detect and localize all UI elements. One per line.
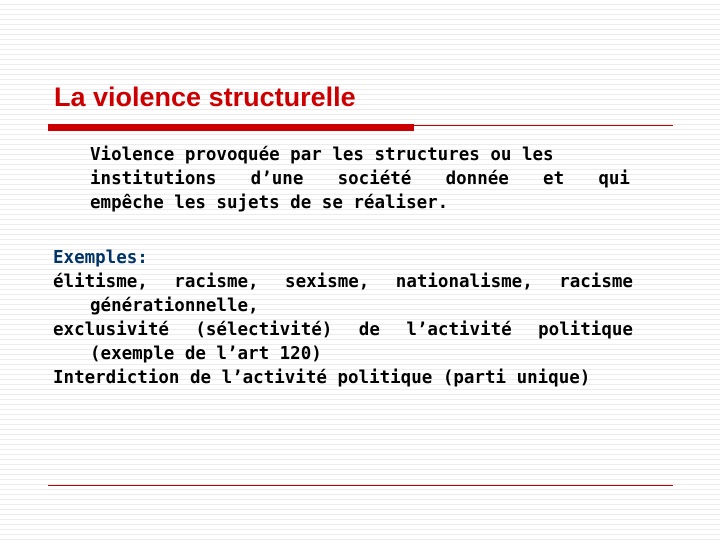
definition-word: institutions xyxy=(90,169,217,189)
definition-word: donnée xyxy=(445,169,509,189)
definition-line-3: empêche les sujets de se réaliser. xyxy=(90,193,449,213)
examples-block xyxy=(53,246,633,390)
title-underline-thin xyxy=(414,125,673,126)
example-word: de xyxy=(358,320,380,340)
title-underline-thick xyxy=(48,124,414,131)
examples-line-1 xyxy=(53,270,633,294)
example-word: élitisme, xyxy=(53,272,148,292)
example-word: sexisme, xyxy=(285,272,370,292)
examples-line-2 xyxy=(53,318,633,342)
example-word: politique xyxy=(538,320,633,340)
definition-word: d’une xyxy=(250,169,304,189)
example-word: l’activité xyxy=(406,320,512,340)
examples-line-1-continued: générationnelle, xyxy=(90,296,259,316)
example-word: nationalisme, xyxy=(395,272,533,292)
examples-line-3: Interdiction de l’activité politique (parti unique) xyxy=(53,368,591,388)
examples-heading: Exemples: xyxy=(53,248,148,268)
slide-title: La violence structurelle xyxy=(54,82,356,112)
bottom-rule xyxy=(48,485,673,486)
example-word: racisme, xyxy=(174,272,259,292)
definition-word: qui xyxy=(598,169,630,189)
example-word: (sélectivité) xyxy=(195,320,333,340)
examples-line-2-continued: (exemple de l’art 120) xyxy=(90,344,322,364)
definition-paragraph xyxy=(90,143,630,215)
definition-line-1: Violence provoquée par les structures ou les xyxy=(90,145,554,165)
definition-line-2 xyxy=(90,167,630,191)
example-word: exclusivité xyxy=(53,320,169,340)
example-word: racisme xyxy=(559,272,633,292)
definition-word: et xyxy=(543,169,565,189)
definition-word: société xyxy=(337,169,412,189)
